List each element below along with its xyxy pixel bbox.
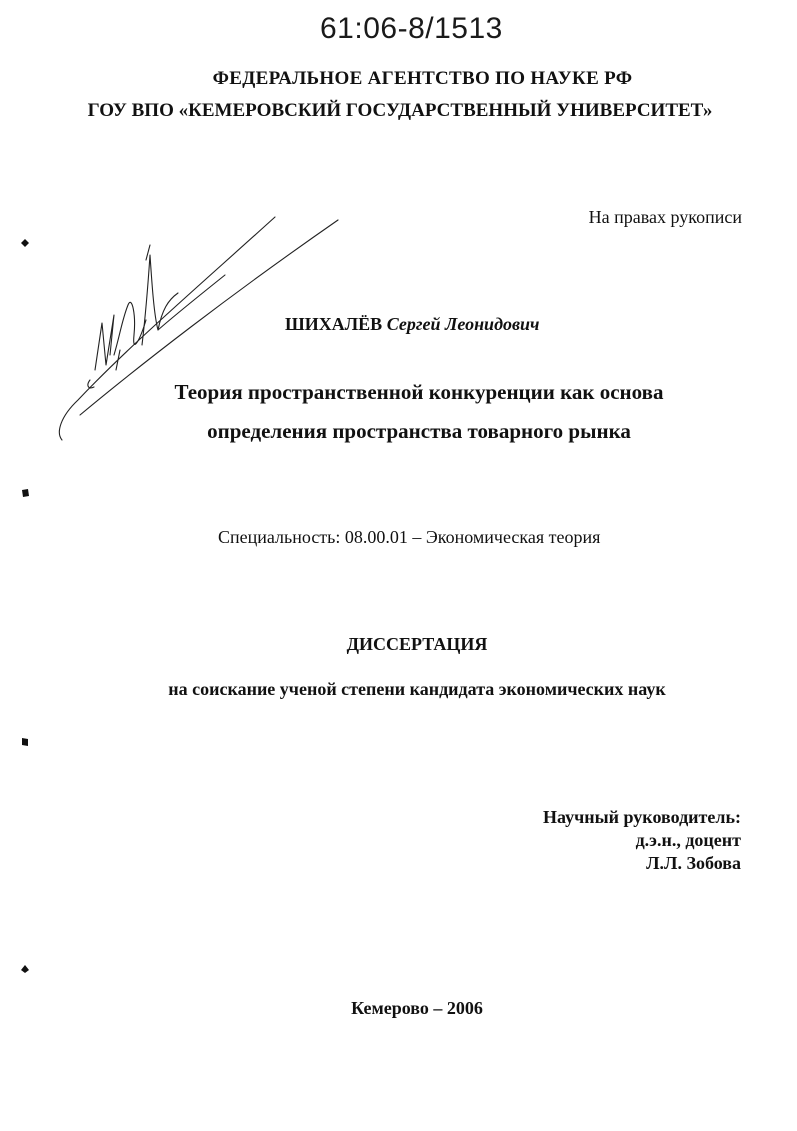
specialty-line: Специальность: 08.00.01 – Экономическая теория (218, 527, 601, 547)
thesis-title-line-1: Теория пространственной конкуренции как основа (174, 380, 664, 404)
university-heading: ГОУ ВПО «КЕМЕРОВСКИЙ ГОСУДАРСТВЕННЫЙ УНИВЕРСИТЕТ» (87, 100, 713, 121)
supervisor-block (543, 806, 741, 875)
supervisor-credentials: д.э.н., доцент (635, 830, 741, 850)
scan-mark-icon (20, 964, 30, 974)
registry-number: 61:06-8/1513 (320, 12, 503, 45)
city-year: Кемерово – 2006 (351, 998, 483, 1018)
scan-mark-icon (20, 488, 30, 498)
thesis-title-line-2: определения пространства товарного рынка (207, 419, 631, 443)
supervisor-name: Л.Л. Зобова (646, 853, 741, 873)
author-given-names: Сергей Леонидович (386, 314, 540, 334)
agency-heading: ФЕДЕРАЛЬНОЕ АГЕНТСТВО ПО НАУКЕ РФ (212, 68, 633, 89)
scan-mark-icon (20, 737, 30, 747)
supervisor-label: Научный руководитель: (543, 807, 741, 827)
rights-notice: На правах рукописи (588, 207, 742, 227)
author-name (285, 314, 540, 335)
author-surname: ШИХАЛЁВ (285, 314, 383, 334)
degree-line: на соискание ученой степени кандидата экономических наук (168, 679, 666, 699)
scan-mark-icon (20, 238, 30, 248)
document-type-heading: ДИССЕРТАЦИЯ (346, 634, 488, 654)
